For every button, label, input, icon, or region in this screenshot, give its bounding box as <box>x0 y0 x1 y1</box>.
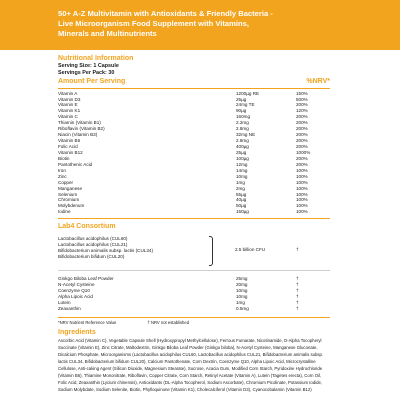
ingredient-amount: 25mg <box>236 276 248 282</box>
nutrient-nrv: 200% <box>296 120 308 126</box>
lab4-strain: Lactobacillus acidophilus (CUL21) <box>58 242 128 248</box>
lab4-total: 2.5 billion CFU <box>235 247 266 253</box>
nutrient-amount: 25µg <box>236 149 247 155</box>
product-title <box>58 9 358 39</box>
nutrient-nrv: 200% <box>296 102 308 108</box>
nutrient-nrv: 120% <box>296 108 308 114</box>
nutrient-name: Vitamin D3 <box>58 96 81 102</box>
nutrient-amount: 1200µg RE <box>236 90 260 96</box>
nutrient-amount: 90µg <box>236 108 247 114</box>
divider <box>58 317 330 318</box>
ingredients-heading: Ingredients <box>58 329 96 337</box>
nutrient-amount: 14mg <box>236 167 248 173</box>
nutrient-name: Vitamin K1 <box>58 108 81 114</box>
lab4-heading: Lab4 Consortium <box>58 223 116 231</box>
nutrient-name: Folic Acid <box>58 144 78 150</box>
nutrient-name: Manganese <box>58 185 83 191</box>
lab4-total-nrv: † <box>296 247 299 253</box>
nutrient-nrv: 100% <box>296 167 308 173</box>
ingredient-name: Ginkgo Biloba Leaf Powder <box>58 276 114 282</box>
nutrient-name: Copper <box>58 179 74 185</box>
amount-header <box>58 77 330 87</box>
title-line: 50+ A-Z Multivitamin with Antioxidants & Friendly Bacteria - <box>58 9 273 18</box>
title-banner <box>0 0 400 50</box>
nutrient-nrv: 200% <box>296 114 308 120</box>
nutrient-table <box>58 91 330 216</box>
nutrient-amount: 32mg NE <box>236 132 256 138</box>
ingredient-nrv: † <box>296 276 299 282</box>
nutrient-amount: 1mg <box>236 179 245 185</box>
nutrient-name: Iodine <box>58 209 71 215</box>
ingredient-name: Alpha Lipoic Acid <box>58 294 93 300</box>
nutrient-name: Selenium <box>58 191 78 197</box>
ingredient-nrv: † <box>296 282 299 288</box>
nutrient-amount: 12mg <box>236 161 248 167</box>
nrv-not-established-footnote: † NRV not established <box>147 320 190 326</box>
nutrient-amount: 2.8mg <box>236 126 249 132</box>
nutrient-nrv: 200% <box>296 138 308 144</box>
nutrient-name: Chromium <box>58 197 80 203</box>
nrv-heading: %NRV* <box>306 77 330 85</box>
nutrient-name: Vitamin B6 <box>58 138 81 144</box>
nutrient-name: Niacin (Vitamin B3) <box>58 132 98 138</box>
nutrient-nrv: 100% <box>296 203 308 209</box>
nutrient-name: Vitamin E <box>58 102 78 108</box>
nutrient-amount: 40µg <box>236 197 247 203</box>
title-line: Live Microorganism Food Supplement with Vitamins, <box>58 19 249 28</box>
ingredient-amount: 1mg <box>236 300 245 306</box>
nutrient-amount: 2.2mg <box>236 120 249 126</box>
nutrient-nrv: 500% <box>296 96 308 102</box>
nutrient-amount: 2.8mg <box>236 138 249 144</box>
nutrient-nrv: 100% <box>296 185 308 191</box>
divider <box>58 88 330 89</box>
nutrient-amount: 2mg <box>236 185 245 191</box>
nutrient-amount: 25µg <box>236 96 247 102</box>
ingredient-amount: 0.5mg <box>236 305 249 311</box>
nutrient-name: Molybdenum <box>58 203 85 209</box>
ingredient-nrv: † <box>296 288 299 294</box>
title-line: Minerals and Multinutrients <box>58 29 157 38</box>
nutrient-name: Iron <box>58 167 66 173</box>
nutrient-name: Biotin <box>58 155 70 161</box>
nutrient-name: Riboflavin (Vitamin B2) <box>58 126 105 132</box>
ingredient-nrv: † <box>296 305 299 311</box>
ingredient-nrv: † <box>296 300 299 306</box>
lab4-strain: Lactobacillus acidophilus (CUL60) <box>58 236 128 242</box>
amount-per-serving-heading: Amount Per Serving <box>58 77 126 85</box>
nutrient-name: Vitamin B12 <box>58 149 83 155</box>
nutrient-nrv: 100% <box>296 173 308 179</box>
ingredient-name: Zeaxanthin <box>58 305 81 311</box>
nutrient-nrv: 100% <box>296 209 308 215</box>
nutrient-nrv: 200% <box>296 126 308 132</box>
nutrient-amount: 24mg TE <box>236 102 255 108</box>
nutrient-name: Vitamin C <box>58 114 78 120</box>
nutrient-nrv: 200% <box>296 132 308 138</box>
ingredient-amount: 20mg <box>236 282 248 288</box>
nrv-footnote: *NRV Nutrient Reference Value <box>58 320 117 326</box>
ingredients-text: Ascorbic Acid (Vitamin C), Vegetable Capsule Shell (Hydroxypropyl Methylcellulose), Ferrous Fumarate, Nicotinamide, D-Alpha Tocopheryl Succinate (Vitamin E), Zinc Citrate, Maltodextrin, Ginkgo Biloba Leaf Powder (Ginkgo biloba), N-Acetyl Cysteine, Manganese Gluconate, Dicalcium Phosphate, Microorganisms (Lactobacillus acidophilus CUL60, Lactobacillus acidophilus CUL21, Bifidobacterium animalis subsp. lactis CUL34, Bifidobacterium bifidum CUL20), Calcium Pantothenate, Corn Dextrin, Coenzyme Q10, Alpha Lipoic Acid, Microcrystalline Cellulose, Anti-caking Agent (Silicon Dioxide, Magnesium Stearate), Sucrose, Acacia Gum, Modified Corn Starch, Pyridoxine Hydrochloride (Vitamin B6), Thiamine Mononitrate, Riboflavin, Copper Citrate, Corn Starch, Retinyl Acetate (Vitamin A), Lutein (Tagetes erecta), Corn Oil, Folic Acid, Zeaxanthin (Lycium chinensis), Antioxidants (DL-Alpha Tocopherol, Sodium Ascorbate), Chromium Picolinate, Potassium Iodide, Sodium Molybdate, Sodium Selenite, Biotin, Phylloquinone (Vitamin K1), Cholecalciferol (Vitamin D3), Cyanocobalamin (Vitamin B12) <box>58 338 324 392</box>
nutrient-nrv: 100% <box>296 191 308 197</box>
nutrient-nrv: 200% <box>296 155 308 161</box>
nutrient-amount: 10mg <box>236 173 248 179</box>
nutrient-amount: 400µg <box>236 144 249 150</box>
lab4-strain: Bifidobacterium animalis subsp. lactis (CUL34) <box>58 248 153 254</box>
nutrient-nrv: 200% <box>296 161 308 167</box>
nutrient-name: Pantothenic Acid <box>58 161 93 167</box>
serving-size: Serving Size: 1 Capsule <box>58 63 119 69</box>
ingredient-amount: 10mg <box>236 294 248 300</box>
nutritional-info-heading: Nutritional Information <box>58 55 134 62</box>
nutrient-nrv: 100% <box>296 197 308 203</box>
divider <box>58 218 330 219</box>
nutrient-name: Thiamin (Vitamin B1) <box>58 120 101 126</box>
divider <box>58 270 330 271</box>
nutrient-amount: 150µg <box>236 209 249 215</box>
nutrient-name: Vitamin A <box>58 90 78 96</box>
nutrient-name: Zinc <box>58 173 67 179</box>
ingredient-nrv: † <box>296 294 299 300</box>
other-ingredients-table <box>58 276 330 316</box>
brace-icon <box>209 236 213 266</box>
label-content <box>58 54 330 394</box>
lab4-strain: Bifidobacterium bifidum (CUL20) <box>58 254 125 260</box>
ingredient-name: Lutein <box>58 300 71 306</box>
table-row <box>58 306 330 312</box>
nutrient-amount: 160mg <box>236 114 251 120</box>
ingredient-name: N-Acetyl Cysteine <box>58 282 95 288</box>
lab4-consortium <box>58 222 330 264</box>
nutrient-nrv: 100% <box>296 179 308 185</box>
nutrient-amount: 50µg <box>236 203 247 209</box>
nutrient-nrv: 1000% <box>296 149 311 155</box>
servings-per-pack: Servings Per Pack: 30 <box>58 69 115 76</box>
table-row <box>58 209 330 215</box>
nutrient-amount: 100µg <box>236 155 249 161</box>
nutrient-nrv: 150% <box>296 90 308 96</box>
nutrient-nrv: 200% <box>296 144 308 150</box>
nutrient-amount: 55µg <box>236 191 247 197</box>
ingredient-amount: 10mg <box>236 288 248 294</box>
footnotes <box>58 320 330 326</box>
ingredient-name: Coenzyme Q10 <box>58 288 90 294</box>
